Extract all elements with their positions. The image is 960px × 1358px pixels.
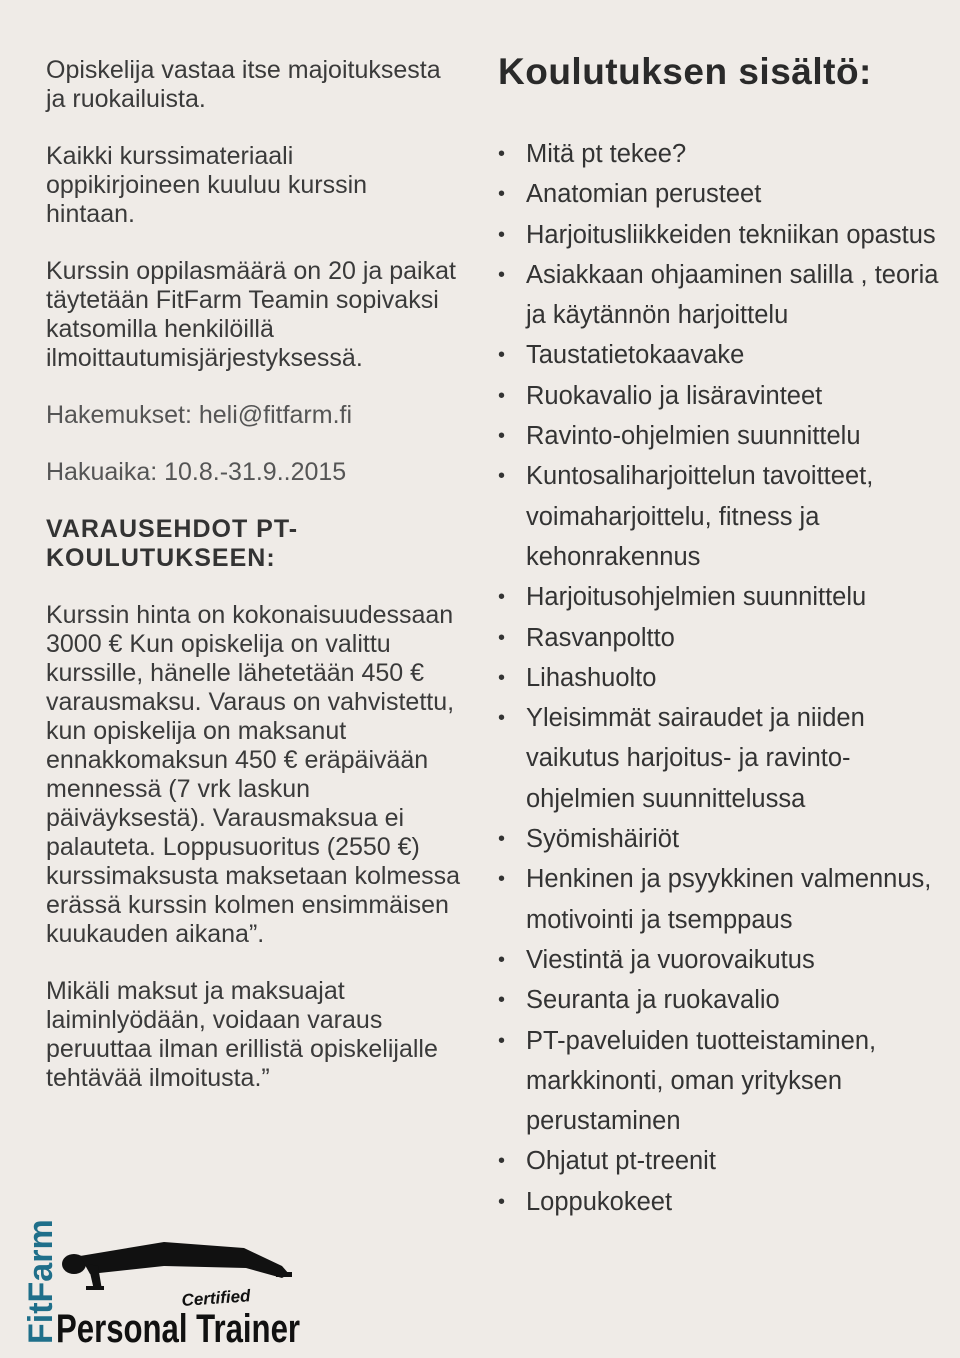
bullet-icon: •	[498, 384, 506, 407]
left-column	[46, 56, 486, 1121]
right-column	[498, 50, 948, 1222]
bullet-icon: •	[498, 1029, 506, 1052]
cancellation-text: Mikäli maksut ja maksuajat laiminlyödään, voidaan varaus peruuttaa ilman erillistä opiskelijalle tehtävää ilmoitusta.”	[46, 977, 438, 1092]
course-content-item	[498, 577, 948, 617]
bullet-icon: •	[498, 425, 506, 448]
application-period: Hakuaika: 10.8.-31.9..2015	[46, 458, 347, 486]
price-terms-text: Kurssin hinta on kokonaisuudessaan 3000 € Kun opiskelija on valittu kurssille, hänelle lähetetään 450 € varausmaksu. Varaus on vahvistettu, kun opiskelija on maksanut ennakkomaksun 450 € eräpäivään mennessä (7 vrk laskun päiväyksestä). Varausmaksua ei palauteta. Loppusuoritus (2550 €) kurssimaksusta maksetaan kolmessa erässä kurssin kolmen ensimmäisen kuukauden aikana”.	[46, 601, 461, 948]
course-content-item-text: Viestintä ja vuorovaikutus	[526, 945, 815, 974]
bullet-icon: •	[498, 989, 506, 1012]
course-content-title: Koulutuksen sisältö:	[498, 51, 872, 92]
personal-trainer-text: Personal Trainer	[56, 1307, 300, 1351]
bullet-icon: •	[498, 1190, 506, 1213]
course-content-item-text: Asiakkaan ohjaaminen salilla , teoria ja käytännön harjoittelu	[526, 260, 939, 330]
course-content-item	[498, 980, 948, 1020]
bullet-icon: •	[498, 868, 506, 891]
course-content-item	[498, 376, 948, 416]
bullet-icon: •	[498, 263, 506, 286]
fitfarm-certified-pt-logo	[14, 1219, 304, 1351]
pushup-figure-icon	[62, 1242, 292, 1290]
bullet-icon: •	[498, 828, 506, 851]
bullet-icon: •	[498, 666, 506, 689]
accommodation-text: Opiskelija vastaa itse majoituksesta ja ruokailuista.	[46, 56, 441, 113]
course-content-item	[498, 134, 948, 174]
course-content-item	[498, 215, 948, 255]
course-content-item-text: Kuntosaliharjoittelun tavoitteet, voimaharjoittelu, fitness ja kehonrakennus	[526, 462, 874, 571]
course-content-item	[498, 859, 948, 940]
bullet-icon: •	[498, 1150, 506, 1173]
applications-email: Hakemukset: heli@fitfarm.fi	[46, 401, 353, 429]
course-content-item-text: Mitä pt tekee?	[526, 140, 687, 168]
course-content-item	[498, 1182, 948, 1222]
course-content-item	[498, 255, 948, 336]
course-content-item	[498, 1021, 948, 1142]
fitfarm-brand-text: FitFarm	[22, 1219, 60, 1344]
course-content-item-text: Harjoitusliikkeiden tekniikan opastus	[526, 220, 936, 249]
course-content-item-text: Ohjatut pt-treenit	[526, 1147, 716, 1176]
certified-text: Certified	[180, 1286, 252, 1310]
course-content-item-text: Ravinto-ohjelmien suunnittelu	[526, 422, 861, 451]
course-content-item	[498, 335, 948, 375]
course-content-list	[498, 134, 948, 1222]
course-content-item	[498, 618, 948, 658]
course-content-item-text: Henkinen ja psyykkinen valmennus, motivointi ja tsemppaus	[526, 865, 932, 934]
course-content-item	[498, 456, 948, 577]
bullet-icon: •	[498, 586, 506, 609]
course-content-item-text: Yleisimmät sairaudet ja niiden vaikutus harjoitus- ja ravinto-ohjelmien suunnittelussa	[526, 704, 865, 813]
course-content-item-text: Anatomian perusteet	[526, 180, 762, 209]
bullet-icon: •	[498, 465, 506, 488]
bullet-icon: •	[498, 626, 506, 649]
course-content-item-text: PT-paveluiden tuotteistaminen, markkinonti, oman yrityksen perustaminen	[526, 1026, 877, 1136]
materials-text: Kaikki kurssimateriaali oppikirjoineen kuuluu kurssin hintaan.	[46, 142, 368, 228]
bullet-icon: •	[498, 707, 506, 730]
bullet-icon: •	[498, 223, 506, 246]
course-content-item	[498, 698, 948, 819]
bullet-icon: •	[498, 948, 506, 971]
course-content-item	[498, 1141, 948, 1181]
course-content-item-text: Syömishäiriöt	[526, 825, 680, 854]
bullet-icon: •	[498, 183, 506, 206]
course-content-item	[498, 658, 948, 698]
course-content-item	[498, 819, 948, 859]
bullet-icon: •	[498, 344, 506, 367]
course-content-item-text: Taustatietokaavake	[526, 341, 745, 370]
booking-terms-heading: VARAUSEHDOT PT-KOULUTUKSEEN:	[46, 515, 299, 572]
course-content-item	[498, 940, 948, 980]
course-content-item-text: Loppukokeet	[526, 1187, 673, 1216]
participants-text: Kurssin oppilasmäärä on 20 ja paikat täytetään FitFarm Teamin sopivaksi katsomilla henkilöillä ilmoittautumisjärjestyksessä.	[46, 257, 456, 372]
course-content-item-text: Rasvanpoltto	[526, 623, 675, 652]
course-content-item-text: Ruokavalio ja lisäravinteet	[526, 381, 823, 410]
bullet-icon: •	[498, 143, 506, 165]
course-content-item-text: Lihashuolto	[526, 663, 657, 692]
course-content-item	[498, 174, 948, 214]
course-content-item-text: Harjoitusohjelmien suunnittelu	[526, 583, 867, 612]
course-content-item-text: Seuranta ja ruokavalio	[526, 986, 780, 1015]
course-content-item	[498, 416, 948, 456]
